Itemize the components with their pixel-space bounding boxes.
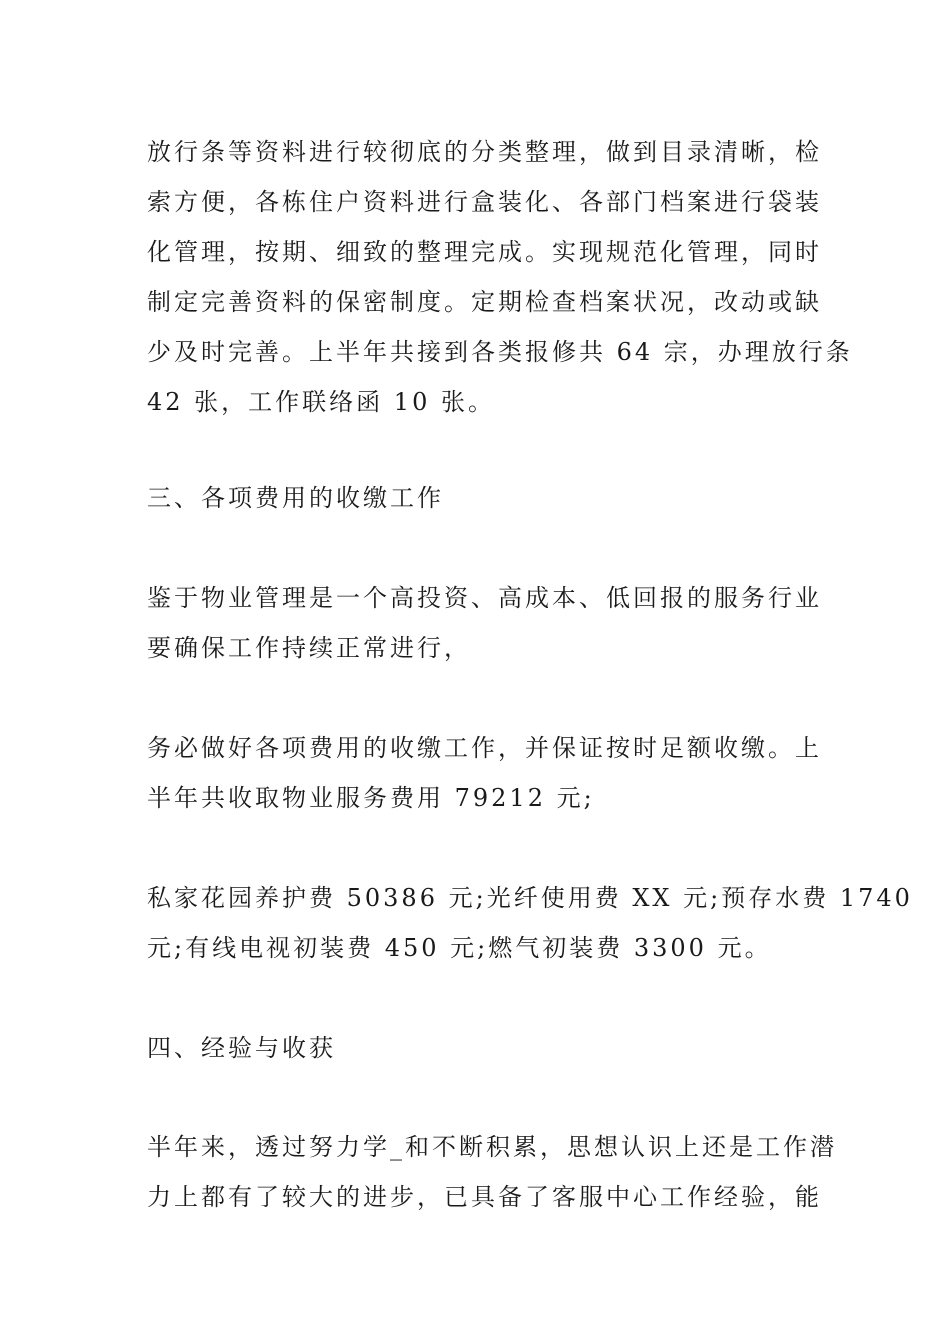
paragraph-property-management	[147, 573, 822, 673]
paragraph-line: 要确保工作持续正常进行，	[147, 634, 471, 662]
paragraph-line: 鉴于物业管理是一个高投资、高成本、低回报的服务行业	[147, 584, 822, 612]
paragraph-archive-management	[147, 127, 853, 427]
paragraph-line: 务必做好各项费用的收缴工作，并保证按时足额收缴。上	[147, 734, 822, 762]
section-heading-experience	[147, 1023, 817, 1073]
paragraph-line: 少及时完善。上半年共接到各类报修共 64 宗，办理放行条	[147, 338, 853, 366]
section-heading-fee-collection	[147, 473, 817, 523]
section-heading: 四、经验与收获	[147, 1034, 336, 1062]
paragraph-collection-summary	[147, 723, 822, 823]
paragraph-half-year-progress	[147, 1122, 837, 1222]
paragraph-line: 私家花园养护费 50386 元;光纤使用费 XX 元;预存水费 1740	[147, 884, 913, 912]
paragraph-line: 力上都有了较大的进步，已具备了客服中心工作经验，能	[147, 1183, 822, 1211]
paragraph-fee-breakdown	[147, 873, 913, 973]
paragraph-line: 索方便，各栋住户资料进行盒装化、各部门档案进行袋装	[147, 188, 822, 216]
paragraph-line: 42 张，工作联络函 10 张。	[147, 388, 495, 416]
paragraph-line: 制定完善资料的保密制度。定期检查档案状况，改动或缺	[147, 288, 822, 316]
paragraph-line: 半年来，透过努力学_和不断积累，思想认识上还是工作潜	[147, 1133, 837, 1161]
paragraph-line: 元;有线电视初装费 450 元;燃气初装费 3300 元。	[147, 934, 772, 962]
paragraph-line: 半年共收取物业服务费用 79212 元;	[147, 784, 595, 812]
paragraph-line: 放行条等资料进行较彻底的分类整理，做到目录清晰，检	[147, 138, 822, 166]
paragraph-line: 化管理，按期、细致的整理完成。实现规范化管理，同时	[147, 238, 822, 266]
section-heading: 三、各项费用的收缴工作	[147, 484, 444, 512]
